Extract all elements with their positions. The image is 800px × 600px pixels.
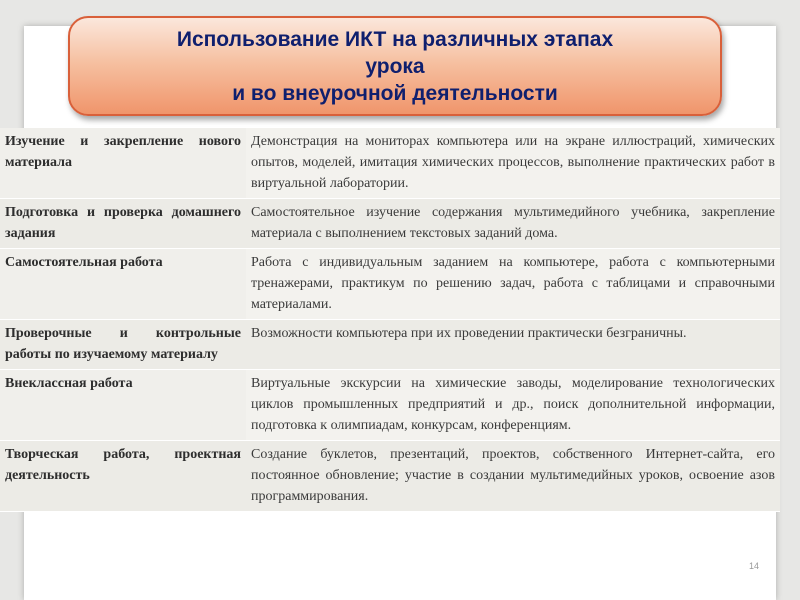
stage-cell: Изучение и закрепление нового материала bbox=[0, 128, 246, 199]
table-row bbox=[0, 320, 780, 370]
stage-cell: Самостоятельная работа bbox=[0, 249, 246, 320]
title-line-2: урока bbox=[365, 54, 425, 78]
table-row bbox=[0, 128, 780, 199]
stage-cell: Творческая работа, проектная деятельность bbox=[0, 441, 246, 512]
slide-title bbox=[177, 26, 613, 107]
stages-table bbox=[0, 128, 780, 512]
table-row bbox=[0, 249, 780, 320]
description-cell: Виртуальные экскурсии на химические заводы, моделирование технологических циклов промышленных предприятий и др., поиск дополнительной информации, подготовка к олимпиадам, конкурсам, конференциям. bbox=[246, 370, 780, 441]
table-row bbox=[0, 199, 780, 249]
title-line-1: Использование ИКТ на различных этапах bbox=[176, 27, 614, 51]
stage-cell: Проверочные и контрольные работы по изучаемому материалу bbox=[0, 320, 246, 370]
stage-cell: Внеклассная работа bbox=[0, 370, 246, 441]
description-cell: Работа с индивидуальным заданием на компьютере, работа с компьютерными тренажерами, практикум по решению задач, работа с таблицами и справочными материалами. bbox=[246, 249, 780, 320]
page-number: 14 bbox=[749, 561, 760, 571]
description-cell: Создание буклетов, презентаций, проектов, собственного Интернет-сайта, его постоянное обновление; участие в создании мультимедийных уроков, освоение азов программирования. bbox=[246, 441, 780, 512]
table-row bbox=[0, 370, 780, 441]
description-cell: Возможности компьютера при их проведении практически безграничны. bbox=[246, 320, 780, 370]
title-banner bbox=[68, 16, 722, 116]
stage-cell: Подготовка и проверка домашнего задания bbox=[0, 199, 246, 249]
title-line-3: и во внеурочной деятельности bbox=[232, 81, 558, 105]
description-cell: Демонстрация на мониторах компьютера или на экране иллюстраций, химических опытов, моделей, имитация химических процессов, выполнение практических работ в виртуальной лаборатории. bbox=[246, 128, 780, 199]
table-row bbox=[0, 441, 780, 512]
description-cell: Самостоятельное изучение содержания мультимедийного учебника, закрепление материала с выполнением текстовых заданий дома. bbox=[246, 199, 780, 249]
